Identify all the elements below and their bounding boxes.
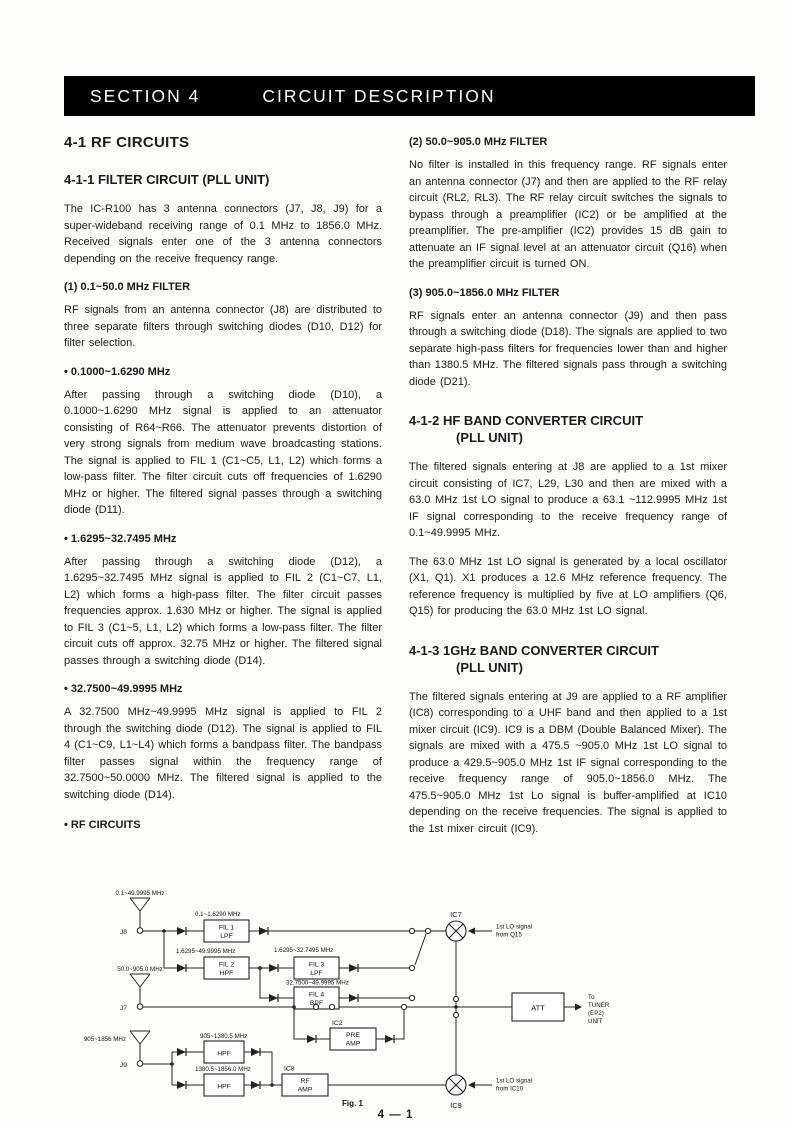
label-output-line2: TUNER	[588, 1002, 610, 1009]
diode-icon	[385, 1035, 394, 1043]
paragraph-range-3: A 32.7500 MHz~49.9995 MHz signal is applied to FIL 2 through the switching diode (D12). The signal is applied to FIL 4 (C1~C9, L1~L4) which forms a bandpass filter. The bandpass filter passes signal within the frequency range of 32.7500~50.0000 MHz. The filtered signal is applied to the switching diode (D14).	[64, 706, 382, 801]
label-output-line1: To	[588, 994, 595, 1001]
figure-caption: Fig. 1	[342, 1099, 363, 1108]
label-ic9: IC9	[450, 1101, 462, 1110]
label-output-line3: (EP2)	[588, 1010, 604, 1017]
diode-icon	[259, 927, 268, 935]
junction-dot	[292, 1005, 296, 1009]
label-lo1-line1: 1st LO signal	[496, 923, 533, 931]
switch-contact	[425, 928, 430, 933]
rf-circuits-diagram	[64, 889, 755, 1113]
switch-contact	[409, 965, 414, 970]
section-header-bar	[64, 76, 755, 116]
bullet-range-1: • 0.1000~1.6290 MHz	[64, 365, 171, 378]
paragraph-filter-2: No filter is installed in this frequency range. RF signals enter an antenna connector (J7) and then are applied to the RF relay circuit (RL2, RL3). The RF relay circuit switches the signals to bypass through a preamplifier (IC2) or be amplified at the preamplifier. The pre-amplifier (IC2) provides 15 dB gain to attenuate an IF signal level at an attenuator circuit (Q16) when the preamplifier circuit is turned ON.	[409, 159, 727, 270]
label-ic8-line2: AMP	[297, 1086, 313, 1094]
diode-icon	[177, 1048, 186, 1056]
antenna-j7-icon	[130, 974, 150, 1009]
paragraph-filter-1: RF signals from an antenna connector (J8) are distributed to three separate filters through switching diodes (D10, D12) for filter selection.	[64, 304, 382, 349]
paragraph-hf-1: The filtered signals entering at J8 are applied to a 1st mixer circuit consisting of IC7, L29, L30 and then are mixed with a 63.0 MHz 1st LO signal to produce a 63.1 ~112.9995 MHz 1st IF signal corresponding to the receive frequency range of 0.1~49.9995 MHz.	[409, 461, 727, 539]
paragraph-range-2: After passing through a switching diode (D12), a 1.6295~32.7495 MHz signal is applied to FIL 2 (C1~C7, L1, L2) which forms a high-pass filter. The filter circuit passes frequencies approx. 1.630 MHz or higher. The signal is applied to FIL 3 (C1~5, L1, L2) which forms a low-pass filter. The filter circuit cuts off approx. 32.75 MHz or higher. The filtered signal passes through a switching diode (D14).	[64, 555, 382, 667]
label-hpf2-name: HPF	[217, 1083, 231, 1091]
label-hpf1-name: HPF	[217, 1050, 231, 1058]
heading-1ghz-line1: 4-1-3 1GHz BAND CONVERTER CIRCUIT	[409, 642, 659, 658]
label-fil2-type: HPF	[219, 970, 234, 977]
switch-contact	[453, 1012, 458, 1017]
heading-1ghz-line2: (PLL UNIT)	[456, 659, 523, 675]
label-j9-range: 905~1856 MHz	[83, 1036, 126, 1043]
switch-contact	[409, 995, 414, 1000]
page-number: 4 — 1	[377, 1109, 414, 1121]
section-number: SECTION 4	[90, 85, 201, 106]
label-ic2: IC2	[332, 1020, 343, 1027]
left-column	[64, 134, 382, 831]
figure-1-block-diagram	[64, 889, 755, 1113]
label-fil1-name: FIL 1	[218, 924, 235, 932]
switch-contact	[453, 996, 458, 1001]
diode-icon	[349, 964, 358, 972]
label-hpf1-range: 905~1380.5 MHz	[200, 1033, 248, 1040]
diode-icon	[177, 964, 186, 972]
switch-contact	[329, 1004, 334, 1009]
diode-icon	[269, 964, 278, 972]
label-fil2-range: 1.6295~49.9995 MHz	[176, 948, 236, 955]
label-fil1-range: 0.1~1.6290 MHz	[195, 911, 241, 918]
diode-icon	[251, 1081, 260, 1089]
label-fil4-range: 32.7500~49.9995 MHz	[286, 979, 349, 987]
label-fil1-type: LPF	[220, 933, 233, 940]
label-ic8-line1: RF	[300, 1078, 310, 1085]
paragraph-1ghz: The filtered signals entering at J9 are applied to a RF amplifier (IC8) corresponding to a UHF band and then applied to a 1st mixer circuit (IC9). IC9 is a DBM (Double Balanced Mixer). The signals are mixed with a 475.5 ~905.0 MHz 1st LO signal to produce a 429.5~905.0 MHz 1st IF signal corresponding to the receive frequency range of 905.0~1856.0 MHz. The 475.5~905.0 MHz 1st Lo signal is buffer-amplified at IC10 depending on the receive frequencies. The signal is applied to the 1st mixer circuit (IC9).	[409, 690, 727, 835]
switch-contact	[409, 928, 414, 933]
label-j7: J7	[119, 1005, 127, 1012]
switch-contact	[401, 1004, 406, 1009]
antenna-j9-icon	[130, 1031, 150, 1066]
label-j8-range: 0.1~49.9995 MHz	[115, 890, 165, 897]
subheading-filter-1: (1) 0.1~50.0 MHz FILTER	[64, 281, 191, 293]
junction-dot	[170, 1062, 174, 1066]
bullet-range-2: • 1.6295~32.7495 MHz	[64, 532, 177, 545]
subheading-filter-2: (2) 50.0~905.0 MHz FILTER	[409, 136, 548, 148]
section-title: CIRCUIT DESCRIPTION	[262, 85, 496, 106]
paragraph-filter-3: RF signals enter an antenna connector (J9) and then pass through a switching diode (D18). The signals are applied to two separate high-pass filters for frequencies lower than and higher than 1380.5 MHz. The filtered signals pass through a switching diode (D21).	[409, 309, 727, 388]
label-hpf2-range: 1380.5~1856.0 MHz	[195, 1066, 251, 1073]
label-lo2-line1: 1st LO signal	[496, 1077, 533, 1085]
paragraph-range-1: After passing through a switching diode (D10), a 0.1000~1.6290 MHz signal is applied to an attenuator consisting of R64~R66. The attenuator prevents distortion of very strong signals from medium wave broadcasting stations. The signal is applied to FIL 1 (C1~C5, L1, L2) which forms a low-pass filter. The filter circuit cuts off frequencies of 1.6290 MHz or higher. The filtered signal passes through a switching diode (D11).	[64, 388, 382, 516]
label-fil4-type: BPF	[309, 1000, 324, 1007]
diode-icon	[349, 994, 358, 1002]
label-fil3-range: 1.6295~32.7495 MHz	[274, 947, 334, 954]
arrow-left-icon	[468, 1082, 475, 1089]
label-fil3-name: FIL 3	[308, 961, 325, 969]
right-column	[409, 134, 727, 849]
heading-hf-band-converter	[409, 412, 727, 446]
diode-icon	[251, 1048, 260, 1056]
label-ic8: IC8	[284, 1065, 295, 1073]
mixer-ic7-icon	[446, 921, 466, 941]
heading-rf-circuits: 4-1 RF CIRCUITS	[64, 134, 190, 151]
diode-icon	[177, 1081, 186, 1089]
antenna-j8-icon	[130, 898, 150, 933]
label-output-line4: UNIT	[588, 1018, 603, 1025]
diode-icon	[269, 994, 278, 1002]
label-j7-range: 50.0~905.0 MHz	[117, 966, 163, 973]
label-lo1-line2: from Q15	[496, 931, 522, 939]
junction-dot	[162, 929, 166, 933]
junction-dot	[454, 1005, 458, 1009]
heading-hf-band-line2: (PLL UNIT)	[456, 430, 523, 445]
junction-dot	[258, 966, 262, 970]
figure-title: • RF CIRCUITS	[64, 819, 141, 831]
label-fil4-name: FIL 4	[308, 991, 325, 999]
label-ic2-line1: PRE	[346, 1032, 360, 1039]
junction-dot	[270, 1083, 274, 1087]
mixer-ic9-icon	[446, 1075, 466, 1095]
label-fil3-type: LPF	[310, 970, 323, 977]
heading-filter-circuit: 4-1-1 FILTER CIRCUIT (PLL UNIT)	[64, 172, 270, 187]
label-ic7: IC7	[450, 910, 462, 919]
label-fil2-name: FIL 2	[218, 961, 235, 969]
bullet-range-3: • 32.7500~49.9995 MHz	[64, 683, 183, 695]
label-j9: J9	[119, 1062, 127, 1069]
arrow-left-icon	[468, 928, 475, 935]
paragraph-hf-2: The 63.0 MHz 1st LO signal is generated by a local oscillator (X1, Q1). X1 produces a 12.6 MHz reference frequency. The reference frequency is multiplied by five at LO amplifiers (Q6, Q15) for producing the 63.0 MHz 1st LO signal.	[409, 555, 727, 617]
label-j8: J8	[119, 929, 127, 936]
label-lo2-line2: from IC10	[496, 1085, 524, 1093]
paragraph-intro: The IC-R100 has 3 antenna connectors (J7, J8, J9) for a super-wideband receiving range of 0.1 MHz to 1856.0 MHz. Received signals enter one of the 3 antenna connectors depending on the receive frequency range.	[64, 203, 382, 265]
heading-1ghz-band-converter	[409, 642, 727, 676]
subheading-filter-3: (3) 905.0~1856.0 MHz FILTER	[409, 286, 560, 299]
arrow-right-icon	[575, 1004, 582, 1011]
diode-icon	[307, 1035, 316, 1043]
label-att: ATT	[531, 1003, 545, 1013]
label-ic2-line2: AMP	[345, 1040, 361, 1048]
heading-hf-band-line1: 4-1-2 HF BAND CONVERTER CIRCUIT	[409, 413, 644, 428]
diode-icon	[177, 927, 186, 935]
